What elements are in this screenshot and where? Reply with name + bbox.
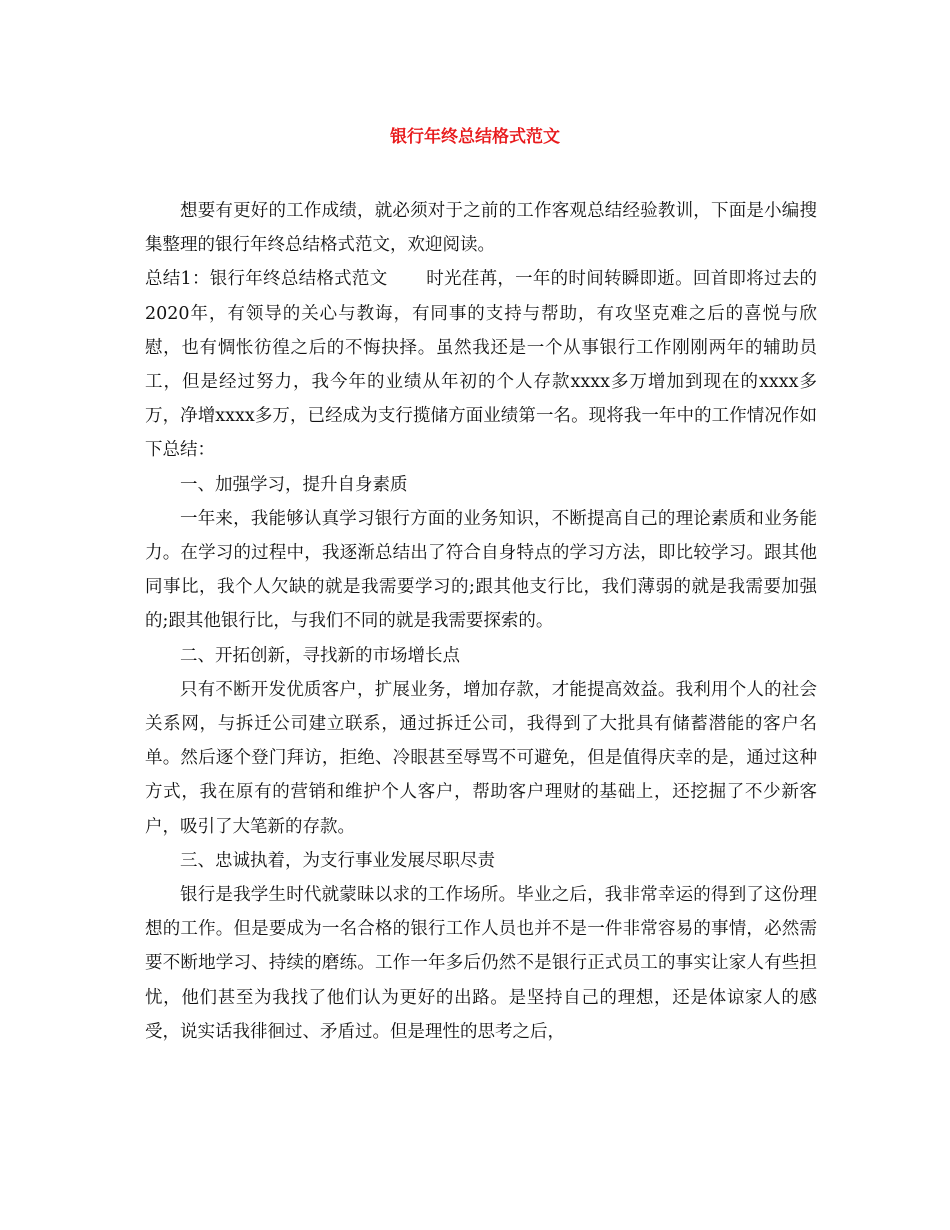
- document-body: [145, 194, 817, 1049]
- section-heading-3: 三、忠诚执着，为支行事业发展尽职尽责: [180, 850, 495, 871]
- summary-text: 时光荏苒，一年的时间转瞬即逝。回首即将过去的2020年，有领导的关心与教诲，有同事的支持与帮助，有攻坚克难之后的喜悦与欣慰，也有惆怅彷徨之后的不悔抉择。虽然我还是一个从事银行工作刚刚两年的辅助员工，但是经过努力，我今年的业绩从年初的个人存款xxxx多万增加到现在的xxxx多万，净增xxxx多万，已经成为支行揽储方面业绩第一名。现将我一年中的工作情况作如下总结：: [145, 269, 817, 461]
- section-heading-1: 一、加强学习，提升自身素质: [180, 474, 408, 495]
- section-paragraph-2: 只有不断开发优质客户，扩展业务，增加存款，才能提高效益。我利用个人的社会关系网，与拆迁公司建立联系，通过拆迁公司，我得到了大批具有储蓄潜能的客户名单。然后逐个登门拜访，拒绝、冷眼甚至辱骂不可避免，但是值得庆幸的是，通过这种方式，我在原有的营销和维护个人客户，帮助客户理财的基础上，还挖掘了不少新客户，吸引了大笔新的存款。: [145, 679, 817, 837]
- section-paragraph-3: 银行是我学生时代就蒙昧以求的工作场所。毕业之后，我非常幸运的得到了这份理想的工作。但是要成为一名合格的银行工作人员也并不是一件非常容易的事情，必然需要不断地学习、持续的磨练。工作一年多后仍然不是银行正式员工的事实让家人有些担忧，他们甚至为我找了他们认为更好的出路。是坚持自己的理想，还是体谅家人的感受，说实话我徘徊过、矛盾过。但是理性的思考之后，: [145, 885, 817, 1042]
- summary-label: 总结1：银行年终总结格式范文: [145, 269, 388, 290]
- section-paragraph-1: 一年来，我能够认真学习银行方面的业务知识，不断提高自己的理论素质和业务能力。在学习的过程中，我逐渐总结出了符合自身特点的学习方法，即比较学习。跟其他同事比，我个人欠缺的就是我需要学习的;跟其他支行比，我们薄弱的就是我需要加强的;跟其他银行比，与我们不同的就是我需要探索的。: [145, 508, 817, 632]
- section-heading-2: 二、开拓创新，寻找新的市场增长点: [180, 645, 460, 666]
- document-title: 银行年终总结格式范文: [390, 127, 560, 147]
- summary-paragraph: [145, 262, 817, 467]
- intro-paragraph: 想要有更好的工作成绩，就必须对于之前的工作客观总结经验教训，下面是小编搜集整理的银行年终总结格式范文，欢迎阅读。: [145, 201, 817, 256]
